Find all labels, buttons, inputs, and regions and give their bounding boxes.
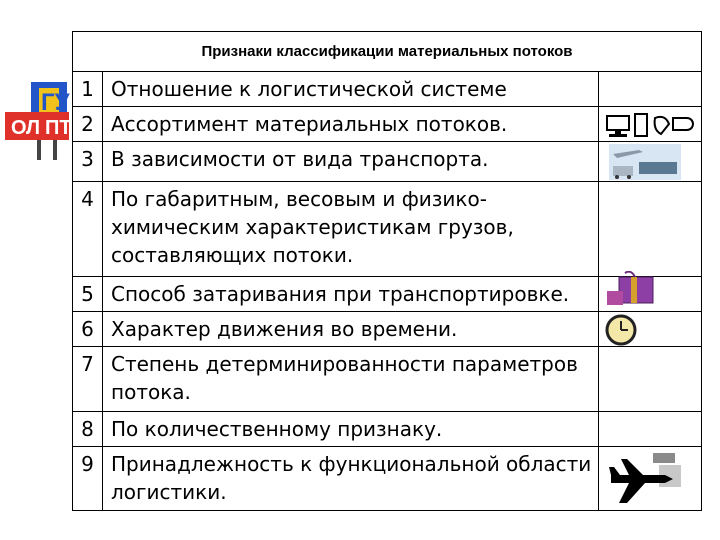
table-row <box>73 142 701 182</box>
icon-cell <box>598 107 701 141</box>
table-row <box>73 72 701 107</box>
row-number: 6 <box>73 312 103 346</box>
classification-table <box>72 31 702 511</box>
table-row <box>73 312 701 347</box>
table-row <box>73 347 701 412</box>
row-text: Способ затаривания при транспортировке. <box>111 282 570 306</box>
row-number: 2 <box>73 107 103 141</box>
transport-collage-icon <box>609 144 681 180</box>
icon-cell <box>598 412 701 446</box>
row-number: 5 <box>73 277 103 311</box>
row-number: 9 <box>73 447 103 510</box>
row-text: По количественному признаку. <box>111 417 443 441</box>
icon-cell <box>598 182 701 276</box>
icon-cell <box>598 312 701 346</box>
table-title: Признаки классификации материальных потоков <box>73 32 701 72</box>
row-number: 1 <box>73 72 103 106</box>
table-row <box>73 182 701 277</box>
row-text: Отношение к логистической системе <box>111 77 507 101</box>
row-text: Принадлежность к функциональной области логистики. <box>111 452 592 504</box>
row-text: Степень детерминированности параметров потока. <box>111 352 578 404</box>
table-row <box>73 277 701 312</box>
airplane-truck-icon <box>607 451 685 507</box>
clock-icon <box>604 313 638 347</box>
row-text: В зависимости от вида транспорта. <box>111 147 489 171</box>
svg-text:ОЛ: ОЛ <box>11 117 41 139</box>
table-row <box>73 447 701 510</box>
icon-cell <box>598 347 701 411</box>
row-number: 7 <box>73 347 103 411</box>
svg-text:ГУ: ГУ <box>41 89 70 116</box>
icon-cell <box>598 447 701 510</box>
icon-cell <box>598 142 701 181</box>
row-number: 3 <box>73 142 103 181</box>
svg-text:ПТ: ПТ <box>45 117 72 139</box>
icon-cell <box>598 277 701 311</box>
row-number: 8 <box>73 412 103 446</box>
row-text: Ассортимент материальных потоков. <box>111 112 508 136</box>
row-text: Характер движения во времени. <box>111 317 458 341</box>
row-number: 4 <box>73 182 103 276</box>
icon-cell <box>598 72 701 106</box>
row-text: По габаритным, весовым и физико-химическим характеристикам грузов, составляющих потоки. <box>111 187 514 267</box>
table-row <box>73 107 701 142</box>
computer-phone-icon <box>603 110 698 140</box>
package-boxes-icon <box>605 271 661 309</box>
table-row <box>73 412 701 447</box>
